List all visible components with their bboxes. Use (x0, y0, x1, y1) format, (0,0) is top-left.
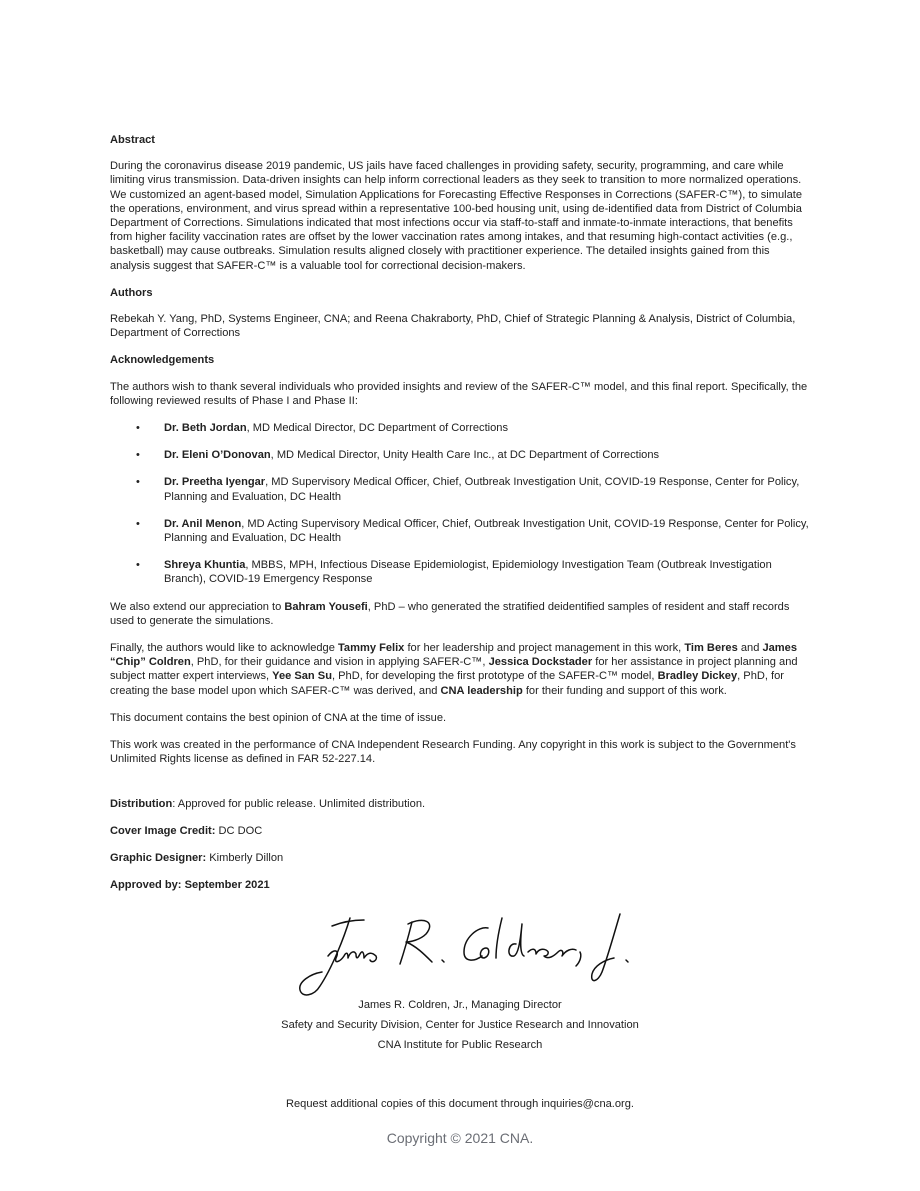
reviewer-name: Shreya Khuntia (164, 559, 246, 572)
graphic-designer-line (110, 851, 810, 865)
document-body (110, 133, 810, 905)
distribution-line (110, 797, 810, 811)
finally-text: for her leadership and project management in this work, (404, 642, 685, 655)
finally-text: and (737, 642, 763, 655)
acknowledgements-heading: Acknowledgements (110, 354, 215, 367)
copyright-notice: Copyright © 2021 CNA. (386, 1130, 534, 1146)
reviewer-item (110, 448, 810, 462)
reviewer-name: Dr. Eleni O’Donovan (164, 449, 271, 462)
finally-text: , PhD, for their guidance and vision in applying SAFER-C™, (190, 656, 489, 669)
cover-image-label: Cover Image Credit: (110, 824, 216, 837)
appreciation-text: We also extend our appreciation to (110, 600, 285, 613)
authors-heading: Authors (110, 286, 153, 299)
funding-statement: This work was created in the performance of CNA Independent Research Funding. Any copyright in this work is subject to the Government's Unlimited Rights license as defined in FAR 52-227.14. (110, 739, 796, 766)
finally-name: Jessica Dockstader (488, 656, 593, 669)
reviewer-detail: , MD Medical Director, DC Department of Corrections (246, 422, 509, 435)
finally-name: Tammy Felix (337, 642, 405, 655)
reviewer-item (110, 475, 810, 503)
cover-image-line (110, 824, 810, 838)
acknowledgements-intro: The authors wish to thank several individuals who provided insights and review of the SAFER-C™ model, and this final report. Specifically, the following reviewed results of Phase I and Phase II: (110, 380, 808, 407)
reviewer-name: Dr. Preetha Iyengar (164, 476, 266, 489)
finally-name: Bradley Dickey (657, 670, 738, 683)
reviewer-detail: , MD Supervisory Medical Officer, Chief, Outbreak Investigation Unit, COVID-19 Response, Center for Policy, Planning and Evaluation, DC Health (164, 476, 800, 503)
signatory-division: Safety and Security Division, Center for Justice Research and Innovation (281, 1019, 639, 1031)
appreciation-name: Bahram Yousefi (284, 600, 368, 613)
finally-text: Finally, the authors would like to acknowledge (110, 642, 338, 655)
reviewer-item (110, 421, 810, 435)
authors-text: Rebekah Y. Yang, PhD, Systems Engineer, CNA; and Reena Chakraborty, PhD, Chief of Strategic Planning & Analysis, District of Columbia, Department of Corrections (110, 313, 796, 340)
reviewer-detail: , MD Medical Director, Unity Health Care Inc., at DC Department of Corrections (270, 449, 660, 462)
approved-line (110, 878, 810, 892)
reviewer-item (110, 558, 810, 586)
finally-name: Tim Beres (684, 642, 738, 655)
finally-name: James “Chip” Coldren (110, 642, 798, 669)
signatory-name-title: James R. Coldren, Jr., Managing Director (358, 999, 562, 1011)
distribution-value: : Approved for public release. Unlimited distribution. (172, 797, 426, 810)
reviewer-detail: , MD Acting Supervisory Medical Officer, Chief, Outbreak Investigation Unit, COVID-19 Response, Center for Policy, Planning and Evaluation, DC Health (164, 517, 809, 545)
abstract-heading: Abstract (110, 134, 156, 146)
finally-name: CNA leadership (440, 684, 523, 697)
finally-text: for their funding and support of this work. (522, 684, 727, 697)
opinion-statement: This document contains the best opinion of CNA at the time of issue. (110, 711, 447, 724)
reviewer-name: Dr. Anil Menon (164, 517, 242, 530)
reviewer-item (110, 517, 810, 545)
graphic-designer-value: Kimberly Dillon (206, 851, 284, 864)
reviewer-list (110, 421, 810, 587)
appreciation-paragraph (110, 600, 810, 628)
graphic-designer-label: Graphic Designer: (110, 851, 207, 864)
appreciation-text: , PhD – who generated the stratified deidentified samples of resident and staff records used to generate the simulations. (110, 600, 790, 627)
finally-name: Yee San Su (272, 670, 332, 683)
reviewer-detail: , MBBS, MPH, Infectious Disease Epidemiologist, Epidemiology Investigation Team (Outbreak Investigation Branch), COVID-19 Emergency Response (164, 559, 772, 586)
approved-label: Approved by: September 2021 (110, 879, 270, 892)
request-copies-note: Request additional copies of this document through inquiries@cna.org. (286, 1098, 634, 1110)
abstract-text: During the coronavirus disease 2019 pandemic, US jails have faced challenges in providing safety, security, programming, and care while limiting virus transmission. Data-driven insights can help inform correctional leaders as they seek to transition to more normalized operations. We customized an agent-based model, Simulation Applications for Forecasting Effective Responses in Corrections (SAFER-C™), to simulate the operations, environment, and virus spread within a representative 100-bed housing unit, using de-identified data from District of Columbia Department of Corrections. Simulations indicated that most infections occur via staff-to-staff and inmate-to-inmate interactions, that benefits from higher facility vaccination rates are offset by the lower vaccination rates among intakes, and that resuming high-contact activities (e.g., basketball) may cause outbreaks. Simulation results aligned closely with practitioner experience. The detailed insights gained from this analysis suggest that SAFER-C™ is a valuable tool for correctional decision-makers. (110, 160, 803, 272)
reviewer-name: Dr. Beth Jordan (164, 422, 247, 435)
cover-image-value: DC DOC (215, 824, 263, 837)
signatory-institute: CNA Institute for Public Research (377, 1039, 543, 1051)
distribution-label: Distribution (110, 797, 173, 810)
handwritten-signature (292, 908, 642, 1003)
finally-text: for her assistance in project planning and subject matter expert interviews, (110, 656, 798, 683)
finally-paragraph (110, 641, 810, 698)
signatory-block (0, 995, 920, 1055)
finally-text: , PhD, for developing the first prototype of the SAFER-C™ model, (331, 670, 658, 683)
finally-text: , PhD, for creating the base model upon which SAFER-C™ was derived, and (110, 670, 784, 697)
